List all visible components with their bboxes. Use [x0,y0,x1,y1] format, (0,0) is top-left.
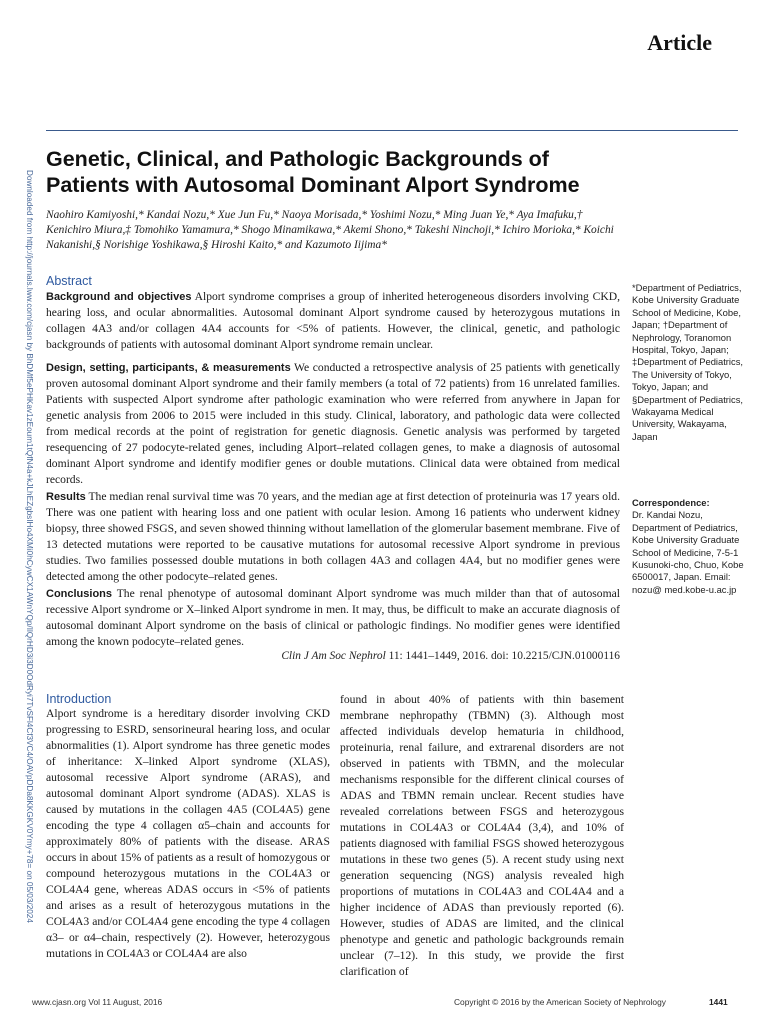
article-type-label: Article [647,30,712,55]
abstract-design-label: Design, setting, participants, & measurements [46,362,291,374]
citation [281,650,620,662]
abstract-heading: Abstract [46,274,92,288]
download-side-note [22,170,34,923]
abstract-background [46,289,620,353]
paper-title: Genetic, Clinical, and Pathologic Backgrounds of Patients with Autosomal Dominant Alport Syndrome [46,147,580,197]
header-rule [46,130,738,131]
abstract-conclusions [46,586,620,650]
footer-journal-info: www.cjasn.org Vol 11 August, 2016 [32,997,163,1007]
affiliations: *Department of Pediatrics, Kobe University Graduate School of Medicine, Kobe, Japan; †Department of Nephrology, Toranomon Hospital, Tokyo, Japan; ‡Department of Pediatrics, The University of Tokyo, Tokyo, Japan; and §Department of Pediatrics, Wakayama Medical University, Wakayama, Japan [632,282,743,442]
correspondence [632,497,744,596]
abstract-background-text: Alport syndrome comprises a group of inherited heterogeneous disorders involving CKD, hearing loss, and ocular abnormalities. Autosomal dominant Alport syndrome caused by heterozygous mutations in collagen 4A3 and/or collagen 4A4 accounts for <5% of patients. However, the clinical, genetic, and pathologic backgrounds of patients with autosomal dominant Alport syndrome remain unclear. [46,290,620,351]
abstract-design-text: We conducted a retrospective analysis of 25 patients with genetically proven autosomal dominant Alport syndrome and their family members (a total of 72 patients) from 16 unrelated families. Patients with suspected Alport syndrome after pathologic examination who were referred from anywhere in Japan for genetic analysis from 2006 to 2015 were included in this study. Clinical, laboratory, and pathologic data were collected from medical records at the point of registration for genetic diagnosis. Genetic analysis was performed by targeted resequencing of 27 podocyte-related genes, including Alport–related collagen genes, to make a diagnosis of autosomal dominant Alport syndrome and identify modifier genes or double mutations. Clinical data were obtained from medical records. [46,361,620,486]
page-number: 1441 [709,997,728,1007]
correspondence-label: Correspondence: [632,497,710,508]
introduction-column-2: found in about 40% of patients with thin basement membrane nephropathy (TBMN) (3). Although most affected individuals develop hematuria in childhood, proteinuria, renal failure, and extrarenal disorders are not observed in patients with TBMN, and the molecular mechanisms responsible for the different clinical courses of ADAS and TBMN remain unclear. Recent studies have revealed correlations between FSGS and heterozygous mutations in COL4A3 or COL4A4 (3,4), and 10% of patients diagnosed with familial FSGS showed heterozygous mutations in these two genes (5). A recent study using next generation sequencing (NGS) analysis revealed high proportions of mutations in COL4A3 and COL4A4 and a higher incidence of ADAS than previously reported (6). However, studies of ADAS are limited, and the clinical phenotype and genetic and pathologic backgrounds remain unclear (7–12). In this study, we provide the first clarification of [340,693,624,978]
introduction-column-1: Alport syndrome is a hereditary disorder involving CKD progressing to ESRD, sensorineural hearing loss, and ocular abnormalities (1). Alport syndrome has three genetic modes of inheritance: X–linked Alport syndrome (XLAS), autosomal recessive Alport syndrome (ARAS), and autosomal dominant Alport syndrome (ADAS). XLAS is caused by mutations in the collagen 4A5 (COL4A5) gene encoding the type 4 collagen α5–chain and accounts for approximately 80% of patients with the disease. ARAS occurs in about 15% of patients as a result of homozygous or compound heterozygous mutations in the COL4A3 or COL4A4 gene, whereas ADAS occurs in <5% of patients and arises as a result of heterozygous mutations in the COL4A3 and/or COL4A4 gene encoding the type 4 collagen α3– or α4–chain, respectively (2). However, heterozygous mutations in COL4A3 or COL4A4 are also [46,707,330,960]
citation-details: 11: 1441–1449, 2016. doi: 10.2215/CJN.01000116 [385,650,620,662]
author-list: Naohiro Kamiyoshi,* Kandai Nozu,* Xue Jun Fu,* Naoya Morisada,* Yoshimi Nozu,* Ming Juan Ye,* Aya Imafuku,† Kenichiro Miura,‡ Tomohiko Yamamura,* Shogo Minamikawa,* Akemi Shono,* Takeshi Ninchoji,* Ichiro Morioka,* Koichi Nakanishi,§ Norishige Yoshikawa,§ Hiroshi Kaito,* and Kazumoto Iijima* [46,209,614,252]
download-side-note-text: Downloaded from http://journals.lww.com/cjasn by BhDMf5ePHKav1zEoum1tQfN4a+kJLhEZgbsIHo4XMi0hCywCX1AWnYQp/IlQrHD3i3D0OdRyi7TvSFl4Cf3VC4/OAVpDDa8KKGKV0Ymy+78= on 05/03/2024 [25,170,34,923]
citation-journal: Clin J Am Soc Nephrol [281,650,386,662]
abstract-conclusions-text: The renal phenotype of autosomal dominant Alport syndrome was much milder than that of autosomal recessive Alport syndrome or X–linked Alport syndrome in men. It may, thus, be difficult to make an accurate diagnosis of autosomal dominant Alport syndrome on the basis of clinical or pathologic findings. No modifier genes were identified among the known podocyte–related genes. [46,587,620,648]
abstract-conclusions-label: Conclusions [46,588,113,600]
abstract-design [46,360,620,488]
correspondence-text: Dr. Kandai Nozu, Department of Pediatrics, Kobe University Graduate School of Medicine, 7-5-1 Kusunoki-cho, Chuo, Kobe 6500017, Japan. Email: nozu@ med.kobe-u.ac.jp [632,509,744,595]
abstract-background-label: Background and objectives [46,291,192,303]
abstract-results [46,489,620,585]
abstract-results-text: The median renal survival time was 70 years, and the median age at first detection of proteinuria was 17 years old. There was one patient with hearing loss and one patient with ocular lesion. Among 16 patients who underwent kidney biopsy, three showed FSGS, and seven showed thinning without lamellation of the glomerular basement membrane. Five of 13 detected mutations were reported to be causative mutations for autosomal recessive Alport syndrome in previous studies. Two families possessed double mutations in both collagen 4A3 and collagen 4A4, but no modifier genes were detected among the other podocyte–related genes. [46,490,620,583]
footer-copyright: Copyright © 2016 by the American Society of Nephrology [454,997,666,1007]
introduction-heading: Introduction [46,692,112,706]
abstract-results-label: Results [46,491,86,503]
